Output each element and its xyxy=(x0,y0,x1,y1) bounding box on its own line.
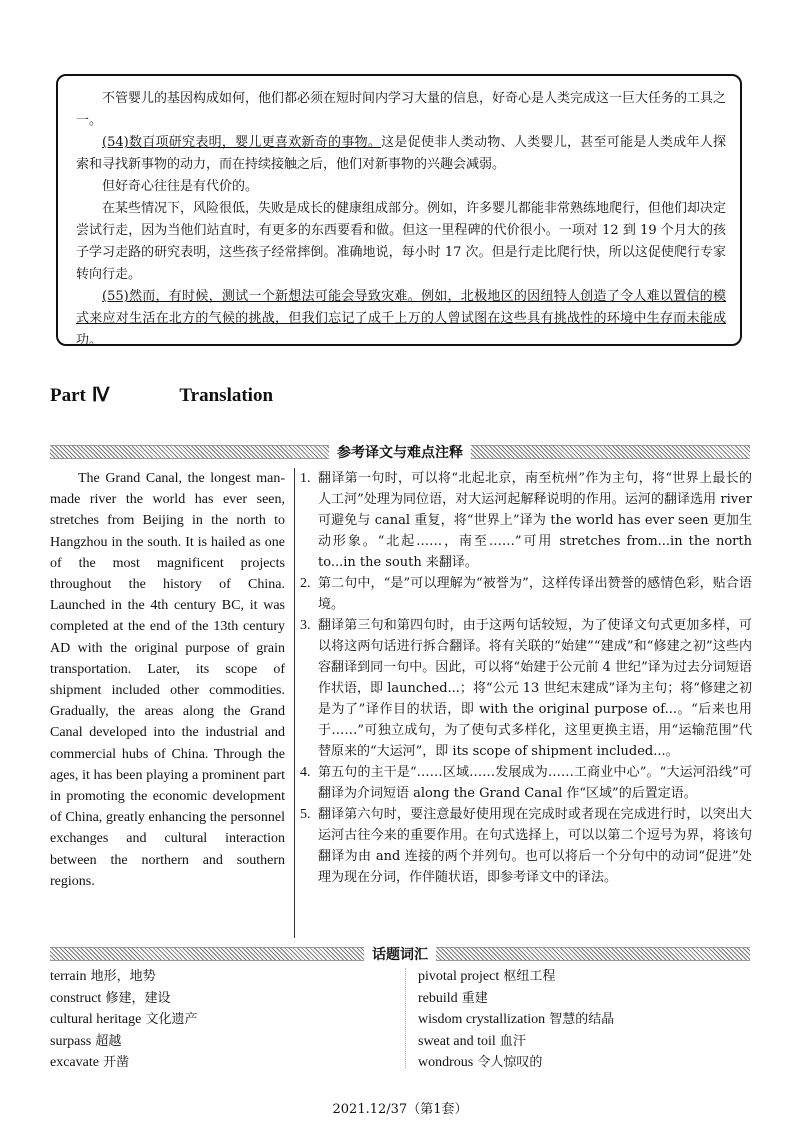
note-number: 5. xyxy=(300,807,311,822)
box-paragraph-text: 在某些情况下，风险很低，失败是成长的健康组成部分。例如，许多婴儿都能非常熟练地爬行，但他们却决定尝试行走，因为当他们站直时，有更多的东西要看和做。但这一里程碑的代价很小。一项对 12 到 19 个月大的孩子学习走路的研究表明，这些孩子经常摔倒。准确地说，每小时 17 次。但是行走比爬行快，所以这促使爬行专家转向行走。 xyxy=(76,201,727,282)
vocab-en: wisdom crystallization xyxy=(418,1012,546,1027)
vocab-item xyxy=(418,1031,614,1053)
vocab-item xyxy=(418,988,614,1010)
section-header-label: 参考译文与难点注释 xyxy=(337,445,463,461)
vocab-zh: 地形，地势 xyxy=(90,969,156,984)
vocab-item xyxy=(50,988,198,1010)
hatch-left xyxy=(50,445,329,459)
vocab-zh: 修建，建设 xyxy=(105,990,171,1006)
vocab-en: surpass xyxy=(50,1033,92,1049)
vocab-zh: 智慧的结晶 xyxy=(549,1012,615,1027)
note-text: 第二句中，“是”可以理解为“被誉为”，这样传译出赞誉的感情色彩，贴合语境。 xyxy=(318,576,752,612)
vocab-zh: 血汗 xyxy=(499,1033,526,1049)
vocab-en: excavate xyxy=(50,1055,99,1070)
vocabulary-list-left xyxy=(50,966,198,1074)
vocab-en: wondrous xyxy=(418,1055,474,1070)
reference-translation-box xyxy=(56,74,742,346)
vocab-en: sweat and toil xyxy=(418,1033,496,1049)
vocabulary-list-right xyxy=(418,966,614,1074)
box-paragraph-1 xyxy=(76,88,726,132)
vocab-zh: 重建 xyxy=(461,990,488,1006)
section-header-vocabulary xyxy=(50,945,750,963)
box-paragraph-text: 不管婴儿的基因构成如何，他们都必须在短时间内学习大量的信息，好奇心是人类完成这一巨大任务的工具之一。 xyxy=(76,91,727,128)
section-header-reference xyxy=(50,443,750,461)
note-item xyxy=(300,468,752,573)
vocab-item xyxy=(418,1009,614,1031)
vocab-zh: 令人惊叹的 xyxy=(477,1055,543,1070)
vocab-en: pivotal project xyxy=(418,969,500,984)
box-paragraph-5 xyxy=(76,286,726,352)
box-paragraph-4 xyxy=(76,198,726,286)
vocab-separator xyxy=(405,968,406,1068)
vocab-zh: 枢纽工程 xyxy=(503,969,556,984)
part-title: Translation xyxy=(179,385,274,406)
vocab-zh: 文化遗产 xyxy=(145,1012,198,1027)
hatch-right xyxy=(436,947,750,961)
vocab-en: construct xyxy=(50,990,102,1006)
column-divider xyxy=(294,468,295,938)
vocab-item xyxy=(418,1052,614,1074)
hatch-right xyxy=(471,445,750,459)
page-footer: 2021.12/37（第1套） xyxy=(332,1102,468,1117)
vocab-item xyxy=(50,1052,198,1074)
vocab-zh: 超越 xyxy=(95,1033,122,1049)
vocab-en: cultural heritage xyxy=(50,1012,142,1027)
vocab-zh: 开凿 xyxy=(103,1055,130,1070)
notes-list xyxy=(300,468,752,888)
note-number: 4. xyxy=(300,765,311,780)
note-number: 3. xyxy=(300,618,311,633)
translation-passage: The Grand Canal, the longest man-made river the world has ever seen, stretches from Beijing in the north to Hangzhou in the south. It is hailed as one of the most magnificent projects throughout the history of China. Launched in the 4th century BC, it was completed at the end of the 13th century AD with the original purpose of grain transportation. Later, its scope of shipment included other commodities. Gradually, the areas along the Grand Canal developed into the industrial and commercial hubs of China. Through the ages, it has been playing a prominent part in promoting the economic development of China, greatly enhancing the personnel exchanges and cultural interaction between the northern and southern regions. xyxy=(50,471,285,889)
note-item xyxy=(300,762,752,804)
part-label: Part xyxy=(50,385,86,406)
box-paragraph-2 xyxy=(76,132,726,176)
part-heading xyxy=(50,384,273,407)
box-paragraph-underlined: (55)然而，有时候，测试一个新想法可能会导致灾难。例如，北极地区的因纽特人创造了令人难以置信的模式来应对生活在北方的气候的挑战，但我们忘记了成千上万的人曾试图在这些具有挑战性的环境中生存而未能成功。 xyxy=(76,289,726,348)
vocab-item xyxy=(418,966,614,988)
vocab-en: terrain xyxy=(50,969,87,984)
vocab-item xyxy=(50,966,198,988)
vocab-en: rebuild xyxy=(418,990,458,1006)
hatch-left xyxy=(50,947,364,961)
note-number: 2. xyxy=(300,576,311,591)
box-paragraph-text: 这是促使非人类动物、人类婴儿，甚至可能是人类成年人探索和寻找新事物的动力，而在持续接触之后，他们对新事物的兴趣会减弱。 xyxy=(76,135,726,172)
section-header-label: 话题词汇 xyxy=(372,947,428,963)
box-paragraph-3 xyxy=(76,176,726,198)
note-text: 翻译第六句时，要注意最好使用现在完成时或者现在完成进行时，以突出大运河古往今来的重要作用。在句式选择上，可以以第二个逗号为界，将该句翻译为由 and 连接的两个并列句。也可以将后一个分句中的动词“促进”处理为现在分词，作伴随状语，即参考译文中的译法。 xyxy=(318,807,752,885)
part-numeral: Ⅳ xyxy=(91,385,110,406)
vocab-item xyxy=(50,1031,198,1053)
note-text: 翻译第三句和第四句时，由于这两句话较短，为了使译文句式更加多样，可以将这两句话进行拆合翻译。将有关联的“始建”“建成”和“修建之初”这些内容翻译到同一句中。因此，可以将“始建于公元前 4 世纪”译为过去分词短语作状语，即 launched...；将“公元 13 世纪末建成”译为主句；将“修建之初是为了”译作目的状语，即 with the original purpose of...。“后来也用于……”可独立成句，为了使句式多样化，这里更换主语，用“运输范围”代替原来的“大运河”，即 its scope of shipment included...。 xyxy=(318,618,752,759)
box-paragraph-underlined: (54)数百项研究表明，婴儿更喜欢新奇的事物。 xyxy=(102,135,382,150)
note-number: 1. xyxy=(300,471,311,486)
note-text: 翻译第一句时，可以将“北起北京，南至杭州”作为主句，将“世界上最长的人工河”处理为同位语，对大运河起解释说明的作用。运河的翻译选用 river 可避免与 canal 重复，将“世界上”译为 the world has ever seen 更加生动形象。“北起……，南至……”可用 stretches from...in the north to...in the south 来翻译。 xyxy=(318,471,752,570)
box-paragraph-text: 但好奇心往往是有代价的。 xyxy=(102,179,259,194)
note-item xyxy=(300,804,752,888)
note-item xyxy=(300,573,752,615)
vocab-item xyxy=(50,1009,198,1031)
note-text: 第五句的主干是“……区域……发展成为……工商业中心”。“大运河沿线”可翻译为介词短语 along the Grand Canal 作“区域”的后置定语。 xyxy=(318,765,752,801)
note-item xyxy=(300,615,752,762)
